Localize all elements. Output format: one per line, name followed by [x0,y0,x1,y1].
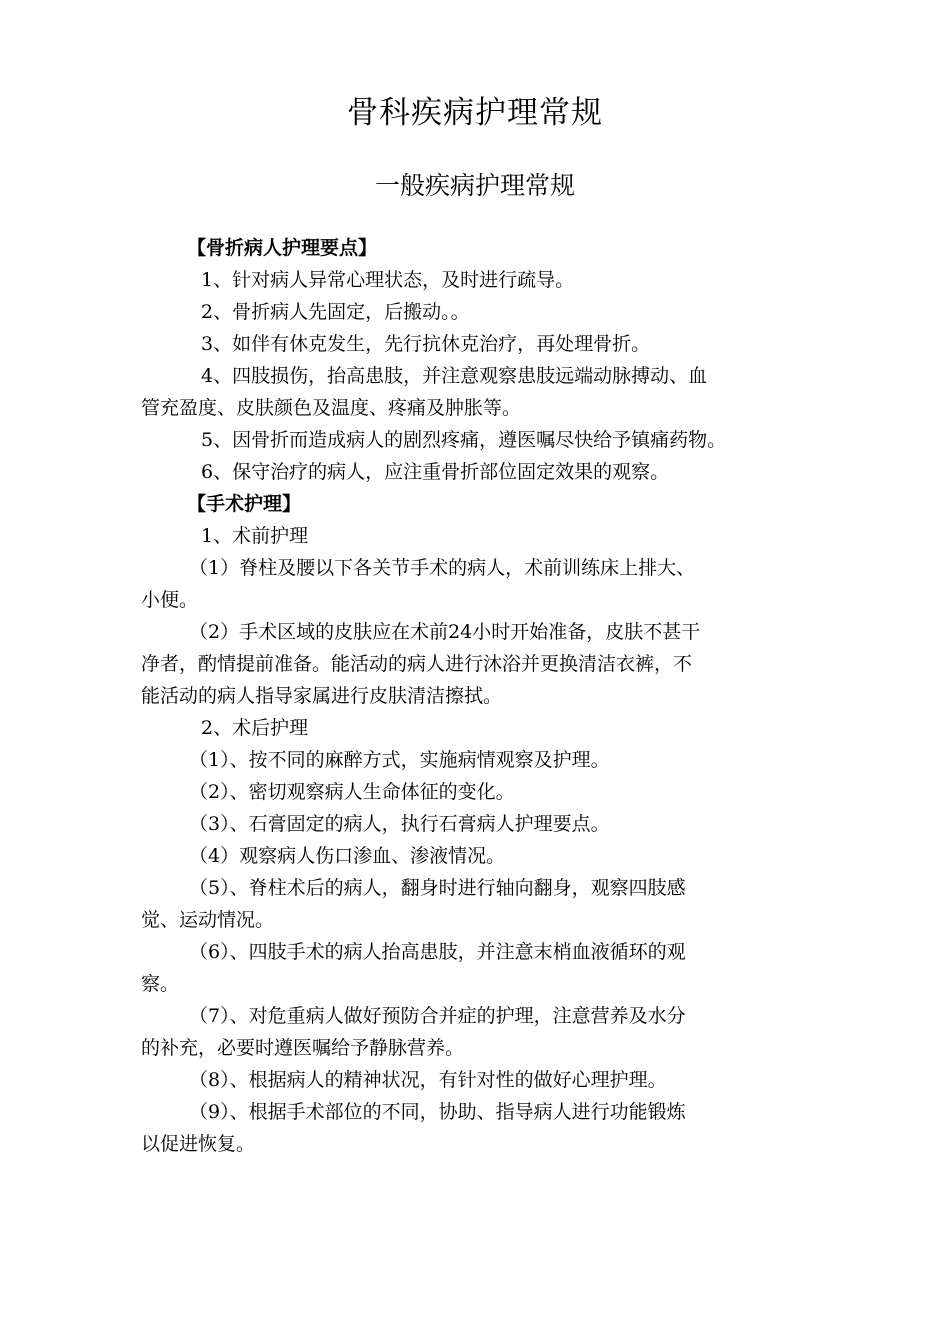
list-item-continuation: 小便。 [141,589,199,611]
list-item: （6）、四肢手术的病人抬高患肢，并注意末梢血液循环的观 [189,941,686,963]
list-item: 6、保守治疗的病人，应注重骨折部位固定效果的观察。 [201,461,670,483]
list-item: （9）、根据手术部位的不同，协助、指导病人进行功能锻炼 [189,1101,686,1123]
list-item-continuation: 净者，酌情提前准备。能活动的病人进行沐浴并更换清洁衣裤，不 [141,653,693,675]
list-item: 2、骨折病人先固定，后搬动。。 [201,301,470,323]
list-item-continuation: 的补充，必要时遵医嘱给予静脉营养。 [141,1037,465,1059]
list-item: （3）、石膏固定的病人，执行石膏病人护理要点。 [189,813,610,835]
page-subtitle: 一般疾病护理常规 [374,171,575,200]
list-item-continuation: 觉、运动情况。 [141,909,275,931]
section-heading-fracture: 【骨折病人护理要点】 [187,237,378,259]
list-item: （1）脊柱及腰以下各关节手术的病人，术前训练床上排大、 [189,557,696,579]
list-item: （8）、根据病人的精神状况，有针对性的做好心理护理。 [189,1069,667,1091]
list-item-continuation: 以促进恢复。 [141,1133,256,1155]
list-item: （1）、按不同的麻醉方式，实施病情观察及护理。 [189,749,610,771]
list-item: （7）、对危重病人做好预防合并症的护理，注意营养及水分 [189,1005,686,1027]
list-item-continuation: 察。 [141,973,180,995]
list-item: 4、四肢损伤，抬高患肢，并注意观察患肢远端动脉搏动、血 [201,365,708,387]
list-item-continuation: 能活动的病人指导家属进行皮肤清洁擦拭。 [141,685,503,707]
list-item: （4）观察病人伤口渗血、渗液情况。 [189,845,506,867]
list-item: 5、因骨折而造成病人的剧烈疼痛，遵医嘱尽快给予镇痛药物。 [201,429,727,451]
list-item-continuation: 管充盈度、皮肤颜色及温度、疼痛及肿胀等。 [141,397,522,419]
document-body [141,232,841,1160]
list-item: 1、针对病人异常心理状态，及时进行疏导。 [201,269,575,291]
list-item: 3、如伴有休克发生，先行抗休克治疗，再处理骨折。 [201,333,651,355]
list-item: （2）、密切观察病人生命体征的变化。 [189,781,515,803]
subsection-heading-preop: 1、术前护理 [201,525,309,547]
section-heading-surgery: 【手术护理】 [187,493,302,515]
subsection-heading-postop: 2、术后护理 [201,717,309,739]
page-title: 骨科疾病护理常规 [347,95,603,131]
list-item: （2）手术区域的皮肤应在术前24小时开始准备，皮肤不甚干 [189,621,701,643]
list-item: （5）、脊柱术后的病人，翻身时进行轴向翻身，观察四肢感 [189,877,686,899]
